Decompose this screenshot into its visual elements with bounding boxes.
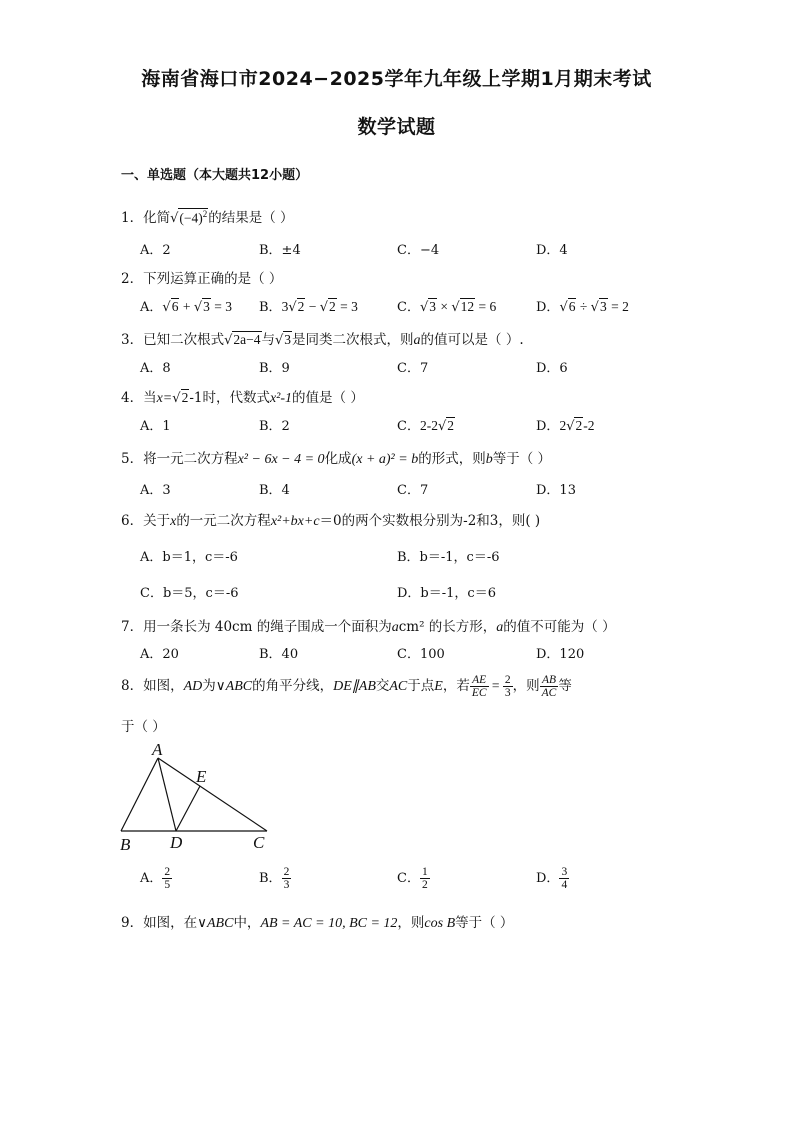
q5-to: 化成 [324,451,352,467]
q5-equation: x² − 6x − 4 = 0 [237,452,325,467]
q3-text: 是同类二次根式，则 [292,332,414,348]
q9-end: 等于（ ） [455,915,514,931]
q8-is: 为∨ [202,678,226,695]
exam-subtitle: 数学试题 [357,116,436,138]
q4-option-d[interactable]: D．2√2-2 [536,418,595,434]
q6-option-b[interactable]: B．b＝-1，c＝-6 [397,550,500,565]
q3-option-c[interactable]: C．7 [397,361,429,376]
q5-option-a[interactable]: A．3 [140,483,171,498]
q3-var-a: a [413,333,421,348]
q9-in: 中， [233,915,261,931]
q5-stem: 5．将一元二次方程 [121,451,238,467]
q8-equals: 等 [558,678,572,695]
question-4: 4．当x=√2-1时，代数式x²-1的值是（ ） [121,390,364,406]
q2-option-a[interactable]: A．√6 + √3 = 3 [140,299,232,315]
q6-end: ＝0的两个实数根分别为-2和3，则( ) [319,513,541,529]
q1-option-b[interactable]: B．±4 [259,243,301,258]
q7-text: cm² 的长方形， [398,619,497,635]
q5-text: 的形式，则 [418,451,486,467]
q8-a-label: A． [140,871,163,887]
q4-option-c[interactable]: C．2-2√2 [397,418,454,434]
q8-text: 的角平分线， [252,678,334,695]
q1-radicand: $(-4)^2$ [179,208,208,225]
question-5 [121,447,551,468]
q6-stem: 6．关于 [121,513,171,529]
q9-then: ，则 [397,915,425,931]
q9-abc: ABC [206,916,234,931]
q8-abc: ABC [225,679,253,695]
q5-form: (x + a)² = b [351,452,419,467]
q6-option-a[interactable]: A．b＝1，c＝-6 [140,550,238,565]
q3-option-a[interactable]: A．8 [140,361,171,376]
q5-option-d[interactable]: D．13 [536,483,576,498]
q5-option-b[interactable]: B．4 [259,483,290,498]
question-1 [121,206,294,226]
q3-and: 与 [261,332,275,348]
q8-if: ，若 [442,678,470,695]
q7-var-a: a [391,620,399,635]
fraction-ab-ac: $\frac{AB}{AC}$ [541,674,557,700]
question-8: 8．如图，AD为∨ABC的角平分线，DE∥AB交AC于点E，若 $\frac{AE}{EC}$ = $\frac{2}{3}$ ，则 $\frac{AB}{AC}$ 等 [121,674,572,700]
q1-stem: 1．化简 [121,210,171,226]
sqrt-sign: √ [170,211,179,226]
q2-a-label: A． [140,300,163,315]
triangle-figure [112,740,282,855]
q1-stem-end: 的结果是（ ） [208,210,294,226]
q2-b-label: B． [259,300,282,315]
q5-end: 等于（ ） [492,451,551,467]
q9-given: AB = AC = 10, BC = 12 [260,916,398,931]
q7-stem: 7．用一条长为 40cm 的绳子围成一个面积为 [121,619,392,635]
q8-cross: 交 [375,678,390,695]
q8-ad: AD [183,679,203,695]
fraction-ae-ec: $\frac{AE}{EC}$ [471,674,487,700]
q8-option-b[interactable]: B． $\frac{2}{3}$ [259,866,290,892]
q4-end: 的值是（ ） [292,390,364,406]
q1-option-d[interactable]: D．4 [536,243,568,258]
q4-text: -1时，代数式 [189,390,270,406]
q4-option-a[interactable]: A．1 [140,419,171,434]
q4-option-b[interactable]: B．2 [259,419,290,434]
side-ac [158,758,267,831]
q8-de-ab: DE∥AB [333,679,376,695]
q2-option-c[interactable]: C．√3 × √12 = 6 [397,299,497,315]
q3-option-b[interactable]: B．9 [259,361,290,376]
q7-option-a[interactable]: A．20 [140,647,179,662]
q8-then: ，则 [512,678,540,695]
q8-b-label: B． [259,871,282,887]
q8-d-label: D． [536,871,560,887]
q6-x: x [170,514,177,529]
q4-x: x= [156,391,173,406]
q4-c-label: C． [397,419,420,434]
q8-ac: AC [389,679,408,695]
q3-radicand-2: 3 [284,332,292,347]
q9-cosb: cos B [424,916,456,931]
q7-var-a2: a [496,620,504,635]
fraction-2-3: $\frac{2}{3}$ [504,674,511,700]
q7-option-c[interactable]: C．100 [397,647,445,662]
question-8-line2: 于（ ） [121,719,166,735]
label-d: D [170,833,183,852]
label-b: B [120,835,131,854]
q1-base: (−4) [179,210,203,225]
q4-expr: x²-1 [269,391,293,406]
q3-stem: 3．已知二次根式 [121,332,225,348]
q4-stem: 4．当 [121,390,157,406]
segment-de [176,786,200,831]
q7-end: 的值不可能为（ ） [503,619,616,635]
q2-d-label: D． [536,300,560,315]
q6-expr: x²+bx+c [270,514,320,529]
q8-option-c[interactable]: C． $\frac{1}{2}$ [397,866,428,892]
q8-option-a[interactable]: A． $\frac{2}{5}$ [140,866,171,892]
q2-option-b[interactable]: B．3√2 − √2 = 3 [259,299,358,315]
question-7 [121,615,616,636]
q5-var-b: b [485,452,493,467]
q6-option-d[interactable]: D．b＝-1，c＝6 [397,586,496,601]
q8-at: 于点 [407,678,435,695]
label-c: C [253,833,265,852]
question-3: 3．已知二次根式√2a−4与√3是同类二次根式，则a的值可以是（ ）. [121,332,524,348]
question-6 [121,509,540,530]
q6-text: 的一元二次方程 [176,513,271,529]
question-9 [121,911,513,932]
q4-d-label: D． [536,419,560,434]
q6-option-c[interactable]: C．b＝5，c＝-6 [140,586,239,601]
q3-end: 的值可以是（ ）. [420,332,524,348]
q8-e: E [434,679,443,695]
q2-option-d[interactable]: D．√6 ÷ √3 = 2 [536,299,629,315]
q2-c-label: C． [397,300,420,315]
side-ab [121,758,158,831]
q8-c-label: C． [397,871,420,887]
q9-stem: 9．如图，在∨ [121,915,207,931]
q3-radicand-1: 2a−4 [233,332,261,347]
q5-option-c[interactable]: C．7 [397,483,429,498]
q7-option-d[interactable]: D．120 [536,647,585,662]
q8-stem: 8．如图， [121,678,184,695]
exam-title: 海南省海口市2024−2025学年九年级上学期1月期末考试 [141,68,652,90]
q1-option-a[interactable]: A．2 [140,243,171,258]
label-e: E [196,767,207,786]
question-2: 2．下列运算正确的是（ ） [121,271,283,287]
q1-option-c[interactable]: C．−4 [397,243,440,258]
q7-option-b[interactable]: B．40 [259,647,299,662]
q3-option-d[interactable]: D．6 [536,361,568,376]
q8-option-d[interactable]: D． $\frac{3}{4}$ [536,866,568,892]
label-a: A [152,740,163,759]
section-heading: 一、单选题（本大题共12小题） [121,168,309,183]
